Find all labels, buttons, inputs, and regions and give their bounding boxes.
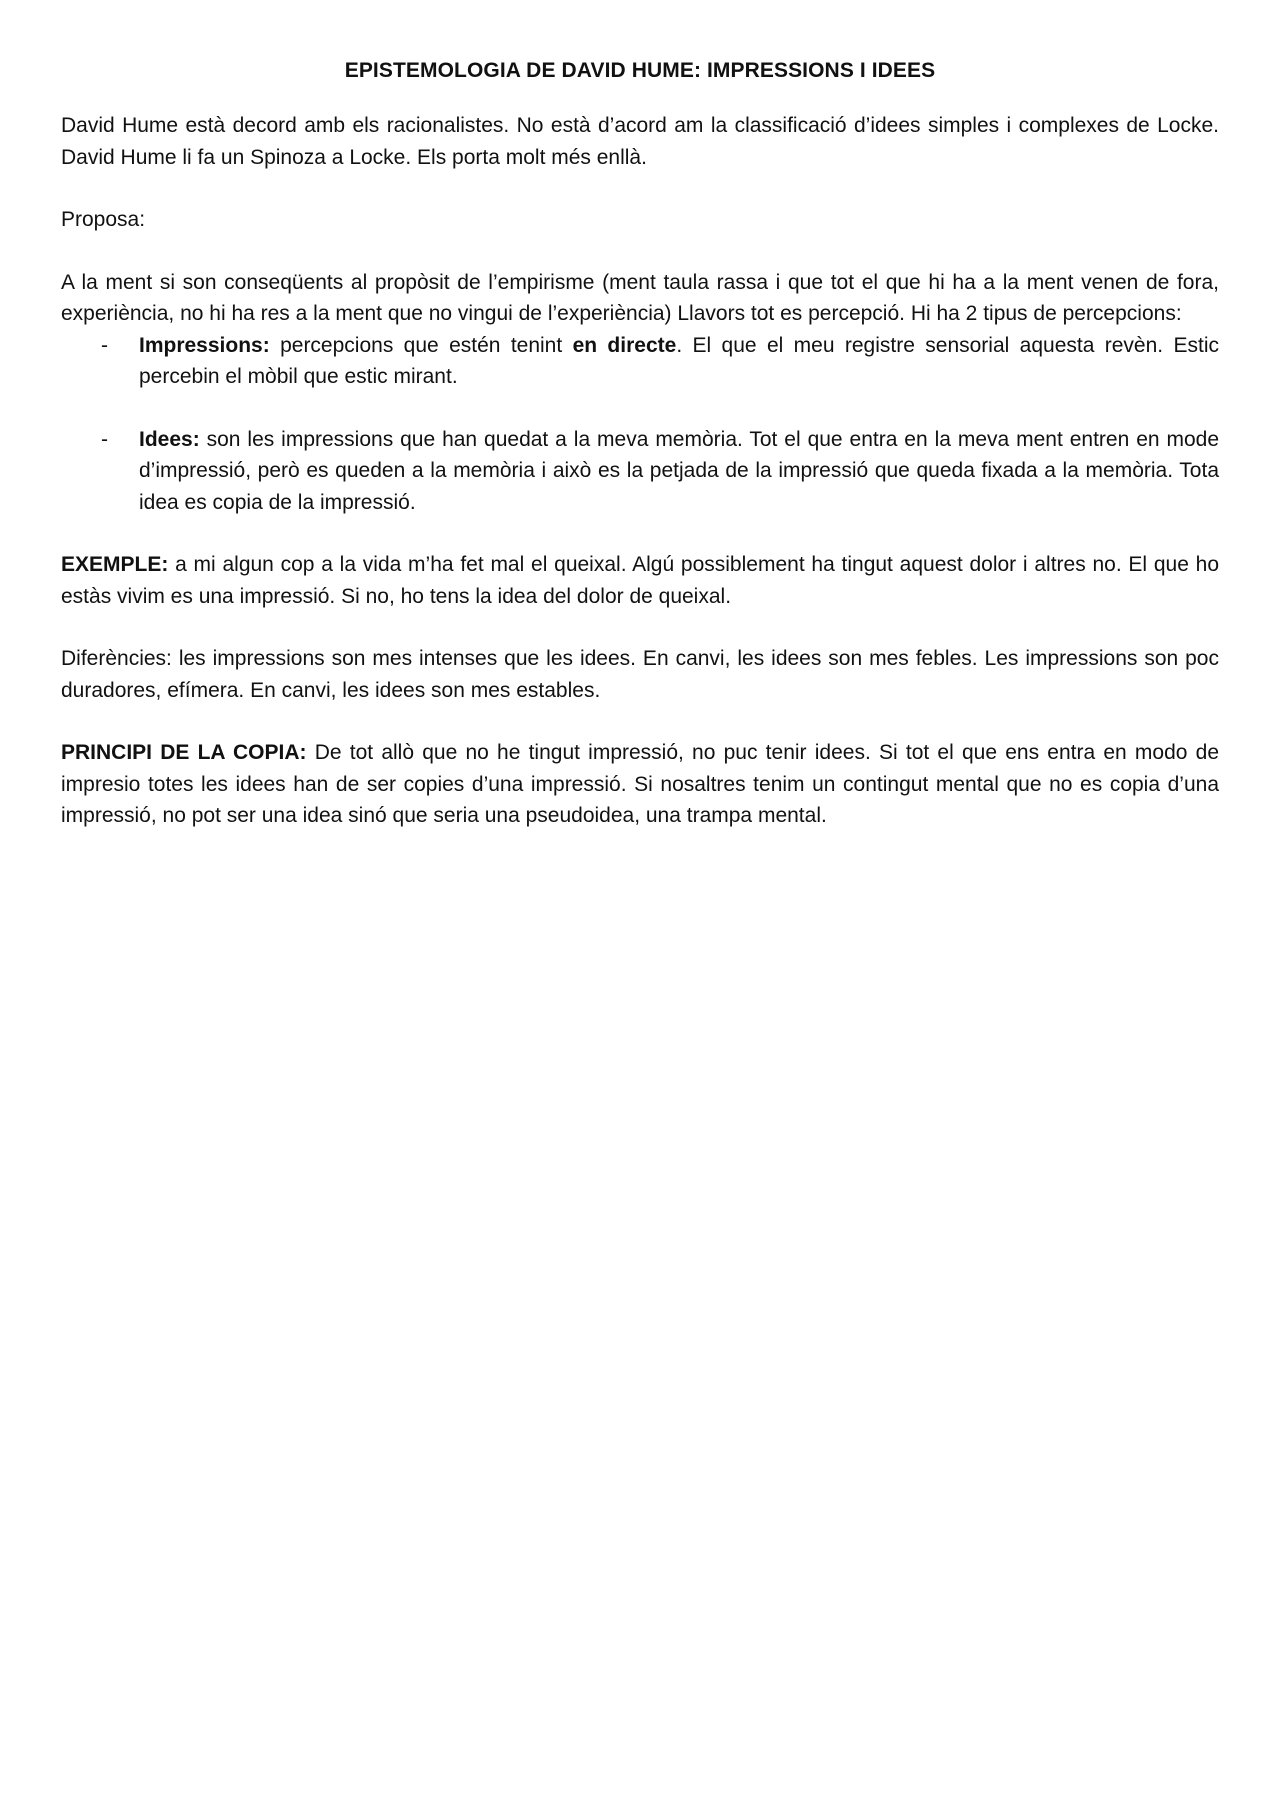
proposa-label: Proposa: [61, 208, 146, 231]
principi-paragraph [61, 737, 1219, 832]
impressions-text-after: . El que el meu registre sensorial aquesta revèn. Estic percebin el mòbil que estic mirant. [139, 333, 1219, 388]
impressions-term: Impressions: [139, 333, 270, 357]
spacer [61, 518, 1219, 549]
exemple-label: EXEMPLE: [61, 553, 169, 576]
diferencies-paragraph: Diferències: les impressions son mes intenses que les idees. En canvi, les idees son mes febles. Les impressions son poc duradores, efímera. En canvi, les idees son mes estables. [61, 647, 1219, 702]
spacer [61, 173, 1219, 204]
document-page [61, 56, 1219, 832]
document-title: EPISTEMOLOGIA DE DAVID HUME: IMPRESSIONS I IDEES [344, 59, 936, 82]
proposa-paragraph: A la ment si son conseqüents al propòsit de l’empirisme (ment taula rassa i que tot el que hi ha a la ment venen de fora, experiència, no hi ha res a la ment que no vingui de l’experiència) Llavors tot es percepció. Hi ha 2 tipus de percepcions: [61, 270, 1219, 325]
spacer [61, 612, 1219, 643]
idees-text: son les impressions que han quedat a la meva memòria. Tot el que entra en la meva ment entren en mode d’impressió, però es queden a la memòria i això es la petjada de la impressió que queda fixada a la memòria. Tota idea es copia de la impressió. [139, 427, 1219, 514]
list-item-impressions [61, 330, 1219, 393]
idees-term: Idees: [139, 427, 200, 451]
impressions-text-before: percepcions que estén tenint [269, 333, 573, 357]
exemple-text: a mi algun cop a la vida m’ha fet mal el queixal. Algú possiblement ha tingut aquest dolor i altres no. El que ho estàs vivim es una impressió. Si no, ho tens la idea del dolor de queixal. [61, 553, 1219, 608]
spacer [61, 706, 1219, 737]
perception-types-list [61, 330, 1219, 519]
principi-label: PRINCIPI DE LA COPIA: [61, 741, 307, 764]
impressions-emphasis: en directe [572, 333, 677, 357]
spacer [61, 236, 1219, 267]
bullet-dash: - [101, 427, 108, 451]
bullet-dash: - [101, 333, 108, 357]
spacer [61, 393, 1219, 424]
exemple-paragraph [61, 549, 1219, 612]
list-item-idees [61, 424, 1219, 519]
principi-text: De tot allò que no he tingut impressió, no puc tenir idees. Si tot el que ens entra en modo de impresio totes les idees han de ser copies d’una impressió. Si nosaltres tenim un contingut mental que no es copia d’una impressió, no pot ser una idea sinó que seria una pseudoidea, una trampa mental. [61, 741, 1219, 827]
intro-paragraph: David Hume està decord amb els racionalistes. No està d’acord am la classificació d’idees simples i complexes de Locke. David Hume li fa un Spinoza a Locke. Els porta molt més enllà. [61, 114, 1219, 169]
